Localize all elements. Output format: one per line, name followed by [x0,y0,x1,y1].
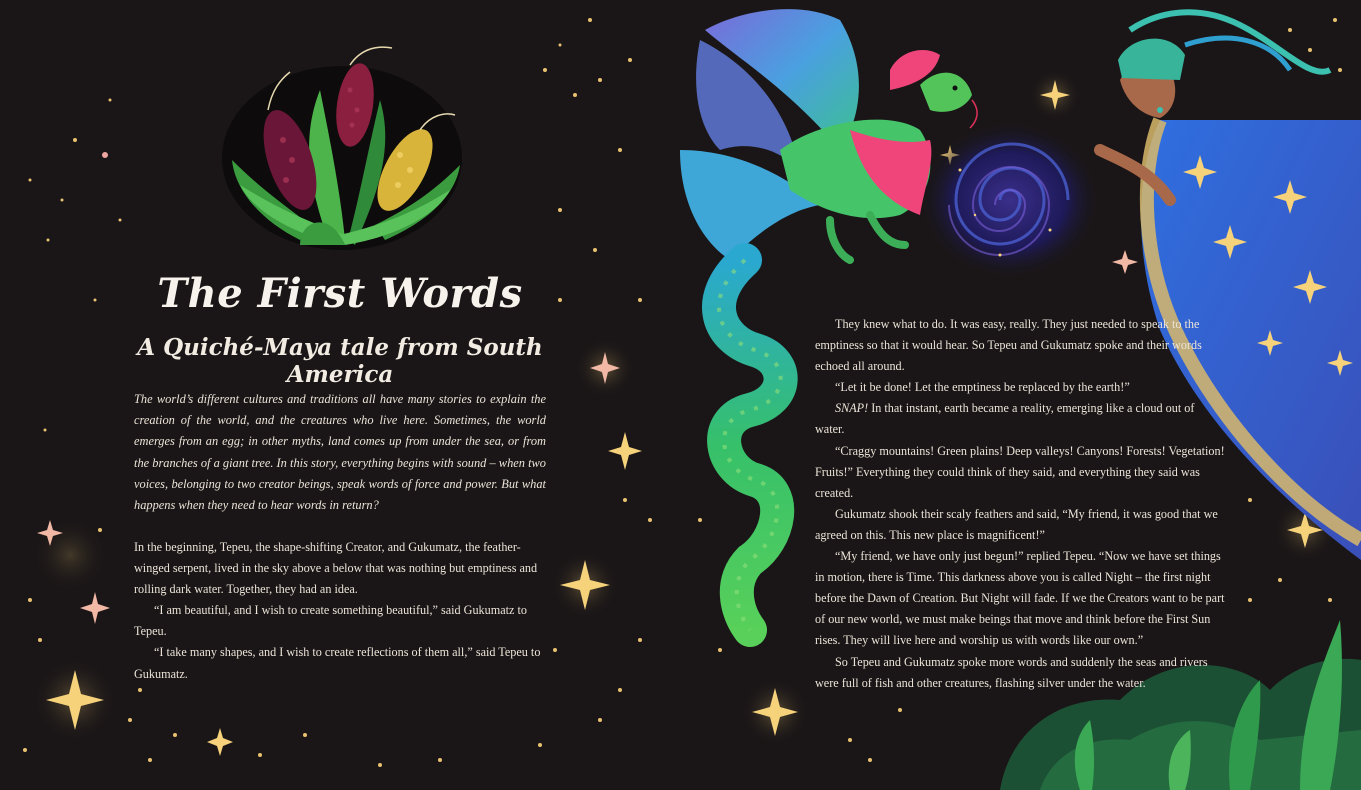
left-paragraph-2: “I am beautiful, and I wish to create something beautiful,” said Gukumatz to Tepeu. [134,603,527,639]
galaxy-swirl [918,120,1102,280]
left-paragraph-3: “I take many shapes, and I wish to create reflections of them all,” said Tepeu to Gukumatz. [134,645,541,681]
right-paragraph-3-rest: In that instant, earth became a reality, emerging like a cloud out of water. [815,401,1195,437]
right-paragraph-3 [815,398,1225,440]
intro-paragraph: The world’s different cultures and traditions all have many stories to explain the creation of the world, and the creatures who live here. Sometimes, the world emerges from an egg; in other myths, land comes up from under the sea, or from the branches of a giant tree. In this story, everything begins with sound – when two voices, belonging to two creator beings, speak words of force and power. But what happens when they need to hear words in return? [134,392,546,513]
right-paragraph-7: So Tepeu and Gukumatz spoke more words and suddenly the seas and rivers were full of fish and other creatures, flashing silver under the water. [815,654,1208,690]
right-paragraph-4: “Craggy mountains! Green plains! Deep valleys! Canyons! Forests! Vegetation! Fruits!” Everything they could think of they said, and everything they said was created. [815,443,1225,500]
corn-illustration [222,47,462,250]
story-title: The First Words [157,270,523,317]
right-paragraph-2: “Let it be done! Let the emptiness be replaced by the earth!” [835,380,1130,395]
story-subtitle: A Quiché-Maya tale from South America [137,334,543,388]
left-paragraph-1: In the beginning, Tepeu, the shape-shifting Creator, and Gukumatz, the feather-winged serpent, lived in the sky above a below that was nothing but emptiness and rolling dark water. Together, they had an idea. [134,540,538,597]
left-page-body [134,537,544,685]
right-paragraph-1: They knew what to do. It was easy, really. They just needed to speak to the emptiness so that it would hear. So Tepeu and Gukumatz spoke and their words echoed all around. [815,317,1202,374]
snap-exclamation: SNAP! [835,401,869,416]
right-paragraph-6: “My friend, we have only just begun!” replied Tepeu. “Now we have set things in motion, there is Time. This darkness above you is called Night – the first night before the Dawn of Creation. But Night will fade. If we the Creators want to be part of our new world, we must make beings that move and think before the First Sun rises. They will live here and worship us with words like our own.” [815,549,1225,648]
right-page-body [815,314,1225,694]
right-paragraph-5: Gukumatz shook their scaly feathers and said, “My friend, it was good that we agreed on this. This new place is magnificent!” [815,506,1218,542]
